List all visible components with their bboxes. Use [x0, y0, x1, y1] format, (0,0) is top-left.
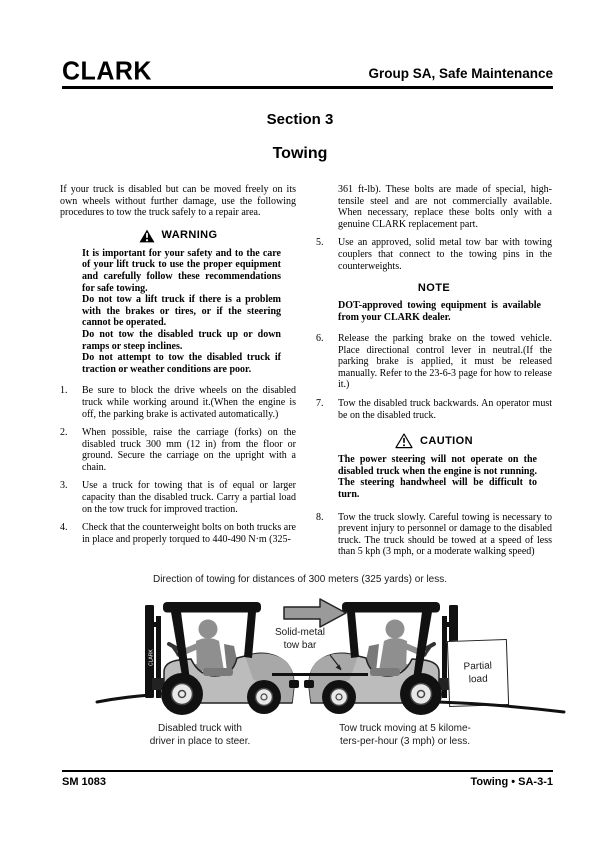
warning-paragraph: Do not tow the disabled truck up or down ramps or steep inclines. — [82, 328, 281, 352]
warning-paragraph: Do not tow a lift truck if there is a problem with the brakes or tires, or if the steering cannot be operated. — [82, 294, 281, 329]
list-item-text: Be sure to block the drive wheels on the disabled truck while working around it.(When the engine is off, the parking brake is activated automatically.) — [82, 385, 296, 420]
warning-paragraph: Do not attempt to tow the disabled truck if traction or weather conditions are poor. — [82, 352, 281, 375]
list-item-text: Tow the truck slowly. Careful towing is necessary to prevent injury to personnel or damage to the disabled truck. The truck should be towed at a speed of less than 5 kph (3 mph, or a moderate walking speed) — [338, 511, 552, 558]
list-item-text: When possible, raise the carriage (forks) on the disabled truck 300 mm (12 in) from the floor or ground. Secure the carriage on the upright with a chain. — [82, 427, 296, 473]
group-title: Group SA, Safe Maintenance — [368, 66, 553, 81]
disabled-truck-illustration — [95, 592, 300, 720]
caution-label: CAUTION — [420, 434, 473, 447]
warning-paragraph: It is important for your safety and to the care of your lift truck to use the proper equipment and carefully follow these recommendations for safe towing. — [82, 247, 281, 294]
list-item-text: Use an approved, solid metal tow bar with towing couplers that connect to the towing pins in the counterweights. — [338, 237, 552, 272]
list-item-text: Release the parking brake on the towed vehicle. Place directional control lever in neutral.(If the parking brake is applied, it must be released manually. Refer to the 23-6-3 page for how to release it.) — [338, 333, 552, 391]
tow-bar-leader-arrow-icon — [326, 654, 346, 677]
body-columns — [60, 184, 552, 558]
tow-bar — [272, 673, 368, 676]
caption-line: driver in place to steer. — [149, 736, 251, 747]
list-item-text: Use a truck for towing that is of equal or larger capacity than the disabled truck. Carry a partial load on the tow truck for improved traction. — [82, 480, 296, 515]
towing-figure — [40, 574, 560, 754]
left-column — [60, 184, 296, 558]
page-reference: Towing • SA-3-1 — [470, 776, 553, 788]
list-item — [316, 512, 552, 558]
caution-paragraph: The power steering will not operate on the disabled truck when the engine is not running. The steering handwheel will be difficult to turn. — [338, 454, 537, 501]
caution-icon — [395, 433, 413, 449]
list-item-number: 1. — [60, 385, 68, 397]
caption-line: Tow truck moving at 5 kilome- — [339, 723, 471, 734]
warning-text — [60, 248, 296, 376]
caption-line: Disabled truck with — [158, 723, 242, 734]
list-item — [316, 398, 552, 421]
disabled-truck-caption — [120, 722, 280, 748]
figure-caption: Direction of towing for distances of 300 meters (325 yards) or less. — [152, 574, 448, 585]
list-item-number: 2. — [60, 427, 68, 439]
list-item-number: 5. — [316, 237, 324, 249]
header-rule — [62, 86, 553, 89]
caption-line: ters-per-hour (3 mph) or less. — [339, 736, 471, 747]
list-item-text: Tow the disabled truck backwards. An operator must be on the disabled truck. — [338, 398, 552, 421]
warning-heading — [60, 229, 296, 243]
warning-label: WARNING — [161, 229, 218, 242]
footer-rule — [62, 770, 553, 772]
section-kicker: Section 3 — [266, 111, 334, 128]
tow-bar-label-line: tow bar — [283, 639, 317, 651]
clark-logo: CLARK — [62, 56, 152, 86]
list-item — [60, 480, 296, 515]
intro-paragraph: If your truck is disabled but can be moved freely on its own wheels without further damage, use the following procedures to tow the truck safely to a repair area. — [60, 184, 296, 219]
list-item-number: 3. — [60, 480, 68, 492]
tow-bar-label — [245, 627, 355, 652]
tow-truck-fork — [436, 698, 566, 719]
list-item-number: 6. — [316, 333, 324, 345]
partial-load-label-line: Partial — [463, 660, 493, 673]
partial-load-label-line: load — [468, 673, 488, 686]
list-item — [60, 385, 296, 420]
warning-icon — [139, 229, 155, 243]
note-paragraph: DOT-approved towing equipment is available from your CLARK dealer. — [338, 299, 541, 323]
list-item-number: 4. — [60, 522, 68, 534]
list-item — [316, 237, 552, 272]
partial-load-box — [447, 639, 509, 707]
note-heading — [316, 282, 552, 295]
note-label: NOTE — [417, 282, 451, 295]
list-item — [60, 427, 296, 473]
right-column — [316, 184, 552, 558]
list-item-text: Check that the counterweight bolts on both trucks are in place and properly torqued to 440-490 N·m (325- — [82, 522, 296, 545]
page-title: Towing — [272, 145, 328, 162]
list-item-number: 8. — [316, 511, 324, 523]
list-item — [316, 333, 552, 391]
list-item — [60, 522, 296, 545]
list-item-number: 7. — [316, 398, 324, 410]
caution-text — [316, 454, 552, 500]
tow-bar-label-line: Solid-metal — [274, 627, 326, 638]
document-number: SM 1083 — [62, 776, 107, 788]
continuation-paragraph: 361 ft-lb). These bolts are made of special, high-tensile steel and are not commercially available. When necessary, replace these bolts only with a genuine CLARK replacement part. — [338, 184, 552, 230]
caution-heading — [316, 433, 552, 449]
tow-truck-caption — [325, 722, 485, 748]
note-text — [316, 300, 552, 323]
